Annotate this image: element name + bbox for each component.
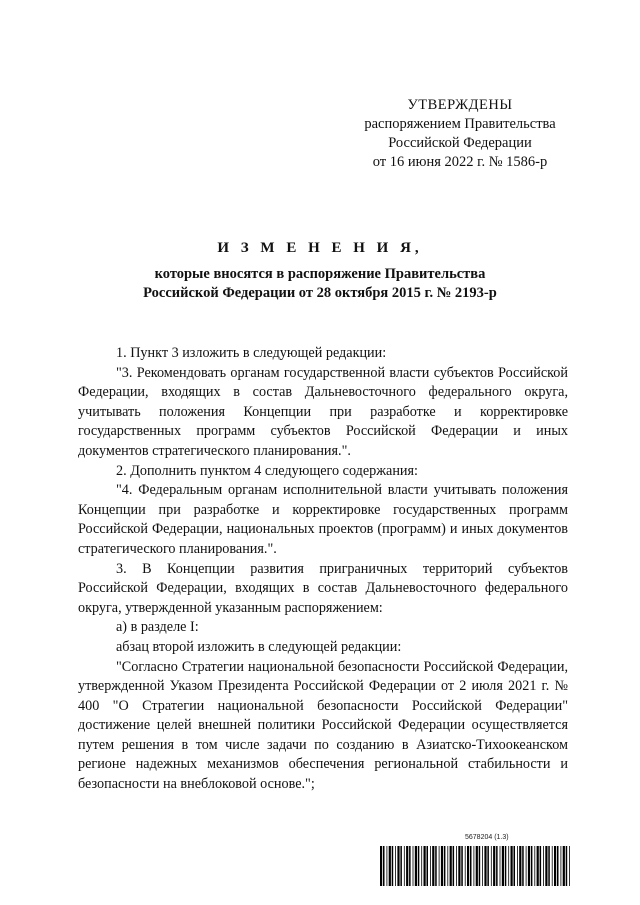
barcode-image: [380, 846, 570, 886]
paragraph: 3. В Концепции развития приграничных территорий субъектов Российской Федерации, входящих в состав Дальневосточного федерального округа, утвержденной указанным распоряжением:: [78, 560, 568, 616]
document-body: [78, 344, 568, 795]
paragraph: абзац второй изложить в следующей редакции:: [116, 638, 402, 655]
approval-line-order: распоряжением Правительства: [364, 116, 556, 132]
paragraph: "4. Федеральным органам исполнительной власти учитывать положения Концепции при разработке и корректировке государственных программ Российской Федерации, национальных проектов (программ) и иных документов стратегического планирования.".: [78, 482, 568, 557]
subtitle-line-2: Российской Федерации от 28 октября 2015 г. № 2193-р: [143, 285, 497, 301]
approval-stamp: [340, 96, 580, 172]
paragraph: "Согласно Стратегии национальной безопасности Российской Федерации, утвержденной Указом Президента Российской Федерации от 2 июля 2021 г. № 400 "О Стратегии национальной безопасности Российской Федерации" достижение целей внешней политики Российской Федерации осуществляется путем решения в том числе задачи по созданию в Азиатско-Тихоокеанском регионе надежных механизмов обеспечения региональной стабильности и безопасности на внеблоковой основе.";: [78, 658, 568, 793]
paragraph: 2. Дополнить пунктом 4 следующего содержания:: [116, 462, 418, 479]
paragraph: а) в разделе I:: [116, 619, 199, 636]
approval-heading: УТВЕРЖДЕНЫ: [407, 97, 513, 113]
paragraph: "3. Рекомендовать органам государственной власти субъектов Российской Федерации, входящих в состав Дальневосточного федерального округа, учитывать положения Концепции при разработке и корректировке государственных программ субъектов Российской Федерации и иных документов стратегического планирования.".: [78, 364, 568, 459]
barcode-number: 5678204 (1.3): [465, 834, 509, 841]
subtitle-line-1: которые вносятся в распоряжение Правительства: [154, 266, 486, 282]
paragraph: 1. Пункт 3 изложить в следующей редакции:: [116, 345, 387, 361]
document-title: И З М Е Н Е Н И Я,: [217, 240, 423, 256]
document-subtitle: [60, 265, 580, 303]
approval-line-date: от 16 июня 2022 г. № 1586-р: [372, 154, 548, 170]
approval-line-federation: Российской Федерации: [388, 135, 532, 151]
